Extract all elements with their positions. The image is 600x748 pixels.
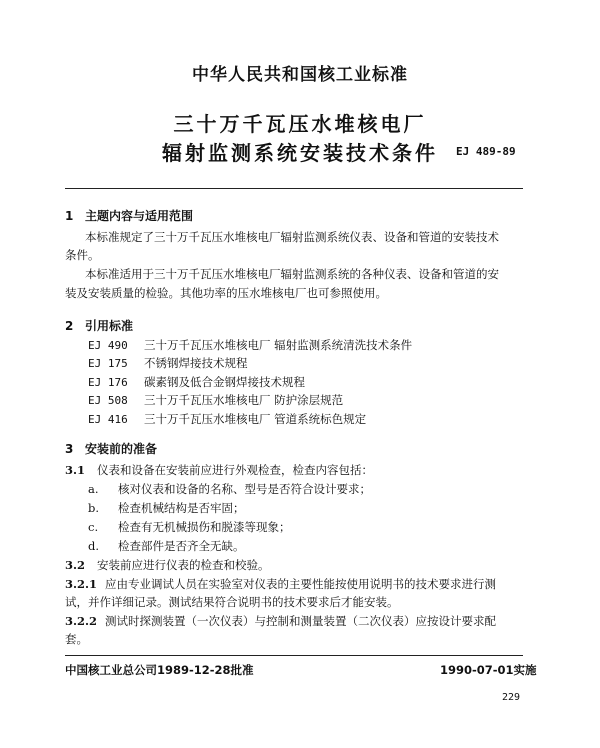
checklist-item — [88, 499, 245, 517]
section-2-title: 引用标准 — [85, 319, 134, 333]
reference-title: 不锈钢焊接技术规程 — [144, 356, 248, 370]
section-2-heading — [65, 317, 133, 334]
item-text: 检查机械结构是否牢固； — [118, 501, 245, 515]
clause-text: 安装前应进行仪表的检查和校验。 — [97, 558, 270, 572]
standard-number: EJ 489-89 — [456, 145, 516, 158]
document-title-line1: 三十万千瓦压水堆核电厂 — [173, 112, 427, 136]
clause-text: 应由专业调试人员在实验室对仪表的主要性能按使用说明书的技术要求进行测 — [105, 577, 496, 591]
document-title-line2: 辐射监测系统安装技术条件 — [162, 141, 438, 165]
item-letter: b. — [88, 501, 100, 515]
section-3-heading — [65, 440, 157, 457]
checklist-item — [88, 518, 291, 536]
section-3-title: 安装前的准备 — [85, 442, 158, 456]
effective-date: 1990-07-01实施 — [440, 663, 537, 677]
section-1-heading — [65, 207, 193, 224]
section-1-para1-line2: 条件。 — [65, 248, 100, 262]
section-1-para2-line1: 本标准适用于三十万千瓦压水堆核电厂辐射监测系统的各种仪表、设备和管道的安 — [85, 267, 499, 281]
item-text: 核对仪表和设备的名称、型号是否符合设计要求； — [118, 482, 371, 496]
reference-code: EJ 416 — [88, 413, 128, 426]
checklist-item — [88, 480, 371, 498]
header-divider — [65, 188, 523, 189]
reference-item — [88, 373, 305, 392]
approval-line: 中国核工业总公司1989-12-28批准 — [65, 663, 254, 677]
reference-code: EJ 508 — [88, 394, 128, 407]
item-letter: c. — [88, 520, 99, 534]
reference-code: EJ 490 — [88, 339, 128, 352]
reference-item — [88, 410, 366, 429]
clause-number: 3.2.2 — [65, 614, 98, 628]
section-1-number: 1 — [65, 209, 74, 223]
issuing-authority: 中华人民共和国核工业标准 — [192, 65, 408, 85]
clause-3-1 — [65, 461, 373, 479]
item-letter: a. — [88, 482, 99, 496]
reference-code: EJ 176 — [88, 376, 128, 389]
item-letter: d. — [88, 539, 100, 553]
reference-code: EJ 175 — [88, 357, 128, 370]
clause-3-2-2-line2: 套。 — [65, 632, 88, 646]
reference-item — [88, 336, 412, 355]
item-text: 检查部件是否齐全无缺。 — [118, 539, 245, 553]
clause-text: 测试时探测装置（一次仪表）与控制和测量装置（二次仪表）应按设计要求配 — [105, 614, 496, 628]
clause-3-2-2-line1 — [65, 612, 496, 630]
clause-text: 仪表和设备在安装前应进行外观检查，检查内容包括： — [97, 463, 373, 477]
checklist-item — [88, 537, 245, 555]
clause-number: 3.2 — [65, 558, 86, 572]
reference-title: 三十万千瓦压水堆核电厂 防护涂层规范 — [144, 393, 344, 407]
clause-3-2-1-line1 — [65, 575, 496, 593]
section-1-para2-line2: 装及安装质量的检验。其他功率的压水堆核电厂也可参照使用。 — [65, 286, 387, 300]
reference-item — [88, 391, 343, 410]
section-1-title: 主题内容与适用范围 — [85, 209, 194, 223]
clause-number: 3.2.1 — [65, 577, 98, 591]
section-3-number: 3 — [65, 442, 74, 456]
section-2-number: 2 — [65, 319, 74, 333]
reference-title: 碳素钢及低合金钢焊接技术规程 — [144, 375, 305, 389]
reference-item — [88, 354, 248, 373]
clause-number: 3.1 — [65, 463, 86, 477]
clause-3-2 — [65, 556, 270, 574]
item-text: 检查有无机械损伤和脱漆等现象； — [118, 520, 291, 534]
reference-title: 三十万千瓦压水堆核电厂 管道系统标色规定 — [144, 412, 367, 426]
page-number: 229 — [502, 692, 521, 703]
reference-title: 三十万千瓦压水堆核电厂 辐射监测系统清洗技术条件 — [144, 338, 413, 352]
footer-divider — [65, 655, 523, 656]
clause-3-2-1-line2: 试，并作详细记录。测试结果符合说明书的技术要求后才能安装。 — [65, 595, 399, 609]
section-1-para1-line1: 本标准规定了三十万千瓦压水堆核电厂辐射监测系统仪表、设备和管道的安装技术 — [85, 230, 499, 244]
